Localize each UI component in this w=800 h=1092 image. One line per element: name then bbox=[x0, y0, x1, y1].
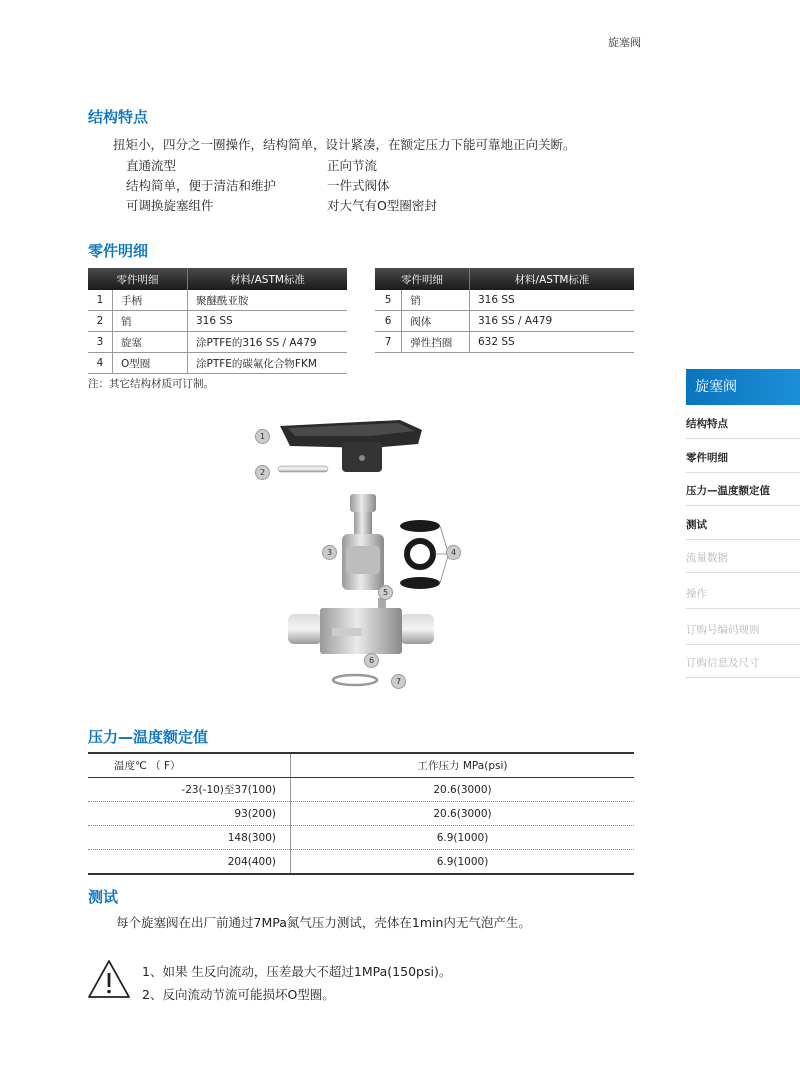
table-header-row bbox=[88, 268, 347, 290]
feature-right-1: 正向节流 bbox=[327, 158, 378, 173]
callout-1: 1 bbox=[255, 429, 270, 444]
col-part-header: 零件明细 bbox=[375, 268, 470, 290]
part-number: 6 bbox=[375, 311, 402, 332]
callout-7: 7 bbox=[391, 674, 406, 689]
col-part-header: 零件明细 bbox=[88, 268, 188, 290]
sidebar-active-tab[interactable]: 旋塞阀 bbox=[686, 369, 800, 405]
col-pressure-header: 工作压力 MPa(psi) bbox=[291, 753, 635, 778]
table-header-row bbox=[88, 753, 634, 778]
sidebar-item-test[interactable]: 测试 bbox=[686, 517, 800, 540]
sidebar-item-features[interactable]: 结构特点 bbox=[686, 416, 800, 439]
sidebar-item-flow-data[interactable]: 流量数据 bbox=[686, 550, 800, 573]
table-row bbox=[375, 290, 634, 311]
sidebar-item-ordering-info[interactable]: 订购信息及尺寸 bbox=[686, 655, 800, 678]
table-row bbox=[88, 778, 634, 802]
table-row bbox=[88, 353, 347, 374]
part-name: 阀体 bbox=[402, 311, 470, 332]
parts-heading: 零件明细 bbox=[88, 242, 149, 260]
table-row bbox=[88, 332, 347, 353]
part-name: 手柄 bbox=[113, 290, 188, 311]
pressure-cell: 20.6(3000) bbox=[291, 778, 635, 802]
parts-note: 注：其它结构材质可订制。 bbox=[88, 378, 214, 390]
warning-icon bbox=[86, 958, 132, 1000]
sidebar-item-ordering-code[interactable]: 订购号编码规则 bbox=[686, 622, 800, 645]
part-name: 弹性挡圈 bbox=[402, 332, 470, 353]
pressure-cell: 6.9(1000) bbox=[291, 826, 635, 850]
part-material: 涂PTFE的316 SS / A479 bbox=[188, 332, 348, 353]
valve-exploded-diagram bbox=[250, 418, 470, 693]
feature-left-1: 直通流型 bbox=[126, 158, 177, 173]
retaining-ring-part bbox=[333, 675, 377, 685]
col-temp-header: 温度℃ （ F） bbox=[88, 753, 291, 778]
temp-cell: 204(400) bbox=[88, 850, 291, 875]
part-material: 316 SS / A479 bbox=[470, 311, 635, 332]
valve-body-part bbox=[288, 598, 434, 654]
pin-part bbox=[278, 466, 328, 472]
part-material: 涂PTFE的碳氟化合物FKM bbox=[188, 353, 348, 374]
feature-right-3: 对大气有O型圈密封 bbox=[327, 198, 437, 213]
pressure-temperature-table bbox=[88, 752, 634, 875]
part-material: 632 SS bbox=[470, 332, 635, 353]
page-header-label: 旋塞阀 bbox=[608, 36, 641, 49]
part-number: 5 bbox=[375, 290, 402, 311]
table-row bbox=[88, 850, 634, 875]
table-row bbox=[375, 311, 634, 332]
col-material-header: 材料/ASTM标准 bbox=[470, 268, 635, 290]
part-number: 3 bbox=[88, 332, 113, 353]
table-row bbox=[375, 332, 634, 353]
callout-4: 4 bbox=[446, 545, 461, 560]
test-description: 每个旋塞阀在出厂前通过7MPa氮气压力测试，壳体在1min内无气泡产生。 bbox=[116, 915, 531, 930]
table-header-row bbox=[375, 268, 634, 290]
part-name: 销 bbox=[402, 290, 470, 311]
warning-line-1: 1、如果 生反向流动，压差最大不超过1MPa(150psi)。 bbox=[142, 964, 452, 979]
feature-left-3: 可调换旋塞组件 bbox=[126, 198, 214, 213]
plug-part bbox=[342, 494, 384, 590]
handle-part bbox=[280, 420, 422, 472]
part-number: 1 bbox=[88, 290, 113, 311]
table-row bbox=[88, 290, 347, 311]
pressure-cell: 6.9(1000) bbox=[291, 850, 635, 875]
table-row bbox=[88, 311, 347, 332]
callout-6: 6 bbox=[364, 653, 379, 668]
feature-left-2: 结构简单，便于清洁和维护 bbox=[126, 178, 277, 193]
col-material-header: 材料/ASTM标准 bbox=[188, 268, 348, 290]
sidebar-item-operation[interactable]: 操作 bbox=[686, 586, 800, 609]
part-material: 316 SS bbox=[470, 290, 635, 311]
callout-2: 2 bbox=[255, 465, 270, 480]
part-material: 聚醚酰亚胺 bbox=[188, 290, 348, 311]
sidebar-item-pressure[interactable]: 压力—温度额定值 bbox=[686, 483, 800, 506]
pressure-heading: 压力—温度额定值 bbox=[88, 728, 209, 746]
part-name: 旋塞 bbox=[113, 332, 188, 353]
temp-cell: 93(200) bbox=[88, 802, 291, 826]
parts-table-right bbox=[375, 268, 634, 353]
parts-table-left bbox=[88, 268, 347, 374]
warning-line-2: 2、反向流动节流可能损坏O型圈。 bbox=[142, 987, 335, 1002]
part-name: O型圈 bbox=[113, 353, 188, 374]
temp-cell: 148(300) bbox=[88, 826, 291, 850]
part-number: 2 bbox=[88, 311, 113, 332]
part-material: 316 SS bbox=[188, 311, 348, 332]
table-row bbox=[88, 802, 634, 826]
feature-right-2: 一件式阀体 bbox=[327, 178, 390, 193]
pressure-cell: 20.6(3000) bbox=[291, 802, 635, 826]
features-heading: 结构特点 bbox=[88, 108, 149, 126]
part-number: 4 bbox=[88, 353, 113, 374]
table-row bbox=[88, 826, 634, 850]
part-number: 7 bbox=[375, 332, 402, 353]
test-heading: 测试 bbox=[88, 888, 119, 906]
callout-5: 5 bbox=[378, 585, 393, 600]
sidebar-item-parts[interactable]: 零件明细 bbox=[686, 450, 800, 473]
o-rings-part bbox=[400, 520, 448, 589]
part-name: 销 bbox=[113, 311, 188, 332]
temp-cell: -23(-10)至37(100) bbox=[88, 778, 291, 802]
features-intro: 扭矩小，四分之一圈操作，结构简单，设计紧凑，在额定压力下能可靠地正向关断。 bbox=[113, 137, 576, 152]
callout-3: 3 bbox=[322, 545, 337, 560]
